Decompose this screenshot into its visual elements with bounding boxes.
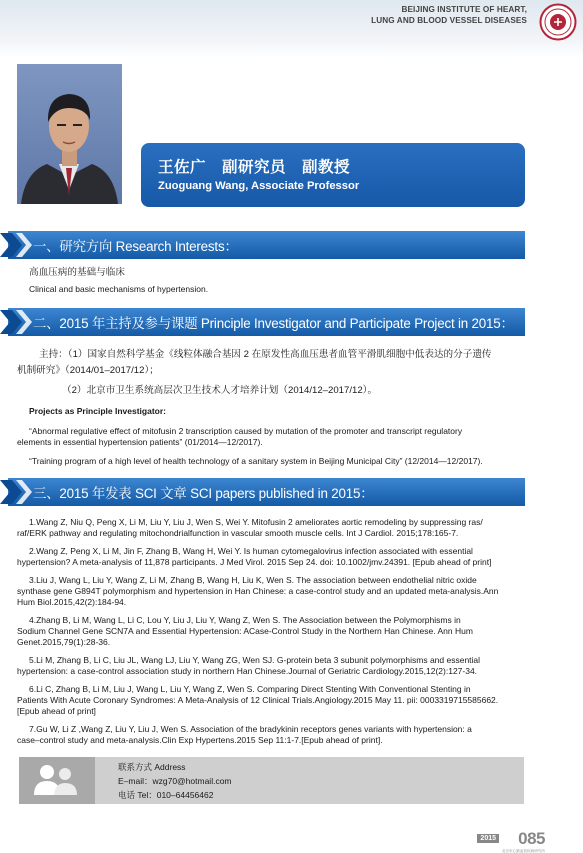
project-cn-1-line-2: 机制研究》（2014/01–2017/12）；: [17, 365, 159, 376]
section-title-projects: 二、2015 年主持及参与课题 Principle Investigator and Participate Project in 2015：: [33, 316, 514, 331]
pi-heading: Projects as Principle Investigator:: [29, 406, 166, 416]
institute-name: [371, 4, 527, 26]
institute-seal-icon: [539, 3, 577, 41]
paper-2-line-2: hypertension? A meta-analysis of 11,878 participants. J Med Virol. 2015 Sep 24. doi: 10.1002/jmv.24391. [Epub ahead of print]: [17, 557, 492, 567]
section-header-research: [0, 231, 525, 259]
paper-6-line-2: Patients With Acute Coronary Syndromes: A Meta-Analysis of 12 Clinical Trials.Angiology.2015 May 11. pii: 0003319715585662.: [17, 695, 499, 705]
pi-project-1-line-1: “Abnormal regulative effect of mitofusin 2 transcription caused by mutation of the promoter and transcript regulatory: [29, 426, 463, 436]
institute-line-2: LUNG AND BLOOD VESSEL DISEASES: [371, 16, 527, 25]
paper-4-line-2: Sodium Channel Gene SCN7A and Essential Hypertension: ACase-Control Study in the Northern Han Chinese. Ann Hum: [17, 626, 473, 636]
contact-label: 联系方式 Address: [118, 762, 186, 772]
paper-3-line-1: 3.Liu J, Wang L, Liu Y, Wang Z, Li M, Zhang B, Wang H, Liu K, Wen S. The association between endothelial nitric oxide: [29, 575, 477, 585]
paper-4-line-3: Genet.2015,79(1):28-36.: [17, 637, 111, 647]
people-icon-panel: [19, 757, 95, 804]
paper-1-line-2: raf/ERK pathway and regulating mitochondrialfunction in vascular smooth muscle cells. Int J Cardiol. 2015;178:165-7.: [17, 528, 459, 538]
footer-caption: 北京市心肺血管疾病研究所: [501, 849, 545, 853]
research-text-en: Clinical and basic mechanisms of hypertension.: [29, 284, 209, 294]
contact-email: E–mail：wzg70@hotmail.com: [118, 776, 232, 786]
contact-phone: 电话 Tel：010–64456462: [118, 790, 214, 800]
section-header-projects: [0, 308, 525, 336]
project-cn-1-line-1: 主持：（1）国家自然科学基金《线粒体融合基因 2 在原发性高血压患者血管平滑肌细胞中低表达的分子遗传: [39, 349, 492, 360]
paper-6-line-1: 6.Li C, Zhang B, Li M, Liu J, Wang L, Liu Y, Wang Z, Wen S. Comparing Direct Stenting With Conventional Stenting in: [29, 684, 471, 694]
paper-5-line-2: hypertension: a case-control association study in northern Han Chinese.Journal of Geriatric Cardiology.2015,12(2):127-34.: [17, 666, 478, 676]
paper-7-line-1: 7.Gu W, Li Z ,Wang Z, Liu Y, Liu J, Wen S. Association of the bradykinin receptors genes variants with hypertension: a: [29, 724, 472, 734]
portrait-photo: [17, 64, 122, 204]
section-title-papers: 三、2015 年发表 SCI 文章 SCI papers published in 2015：: [33, 486, 374, 501]
paper-3-line-2: synthase gene G894T polymorphism and hypertension in Han Chinese: a case-control study and an updated meta-analysis.Ann: [17, 586, 499, 596]
people-icon: [19, 757, 95, 804]
paper-2-line-1: 2.Wang Z, Peng X, Li M, Jin F, Zhang B, Wang H, Wei Y. Is human cytomegalovirus infection associated with essential: [29, 546, 473, 556]
paper-6-line-3: [Epub ahead of print]: [17, 706, 96, 716]
paper-3-line-3: Hum Biol.2015,42(2):184-94.: [17, 597, 127, 607]
pi-project-1-line-2: elements in essential hypertension patients” (01/2014—12/2017).: [17, 437, 263, 447]
paper-4-line-1: 4.Zhang B, Li M, Wang L, Li C, Lou Y, Liu J, Liu Y, Wang Z, Wen S. The Association between the Polymorphisms in: [29, 615, 461, 625]
name-panel: [141, 143, 525, 207]
paper-5-line-1: 5.Li M, Zhang B, Li C, Liu JL, Wang LJ, Liu Y, Wang ZG, Wen SJ. G-protein beta 3 subunit polymorphisms and essential: [29, 655, 481, 665]
paper-7-line-2: case–control study and meta-analysis.Clin Exp Hypertens.2015 Sep 11:1-7.[Epub ahead of print].: [17, 735, 383, 745]
page-number: 085: [518, 829, 545, 848]
contact-lines: [118, 760, 232, 802]
pi-project-2: “Training program of a high level of health technology of a sanitary system in Beijing Municipal City” (12/2014—12/2017).: [29, 456, 483, 466]
name-english: Zuoguang Wang, Associate Professor: [158, 180, 360, 192]
contact-box: [19, 757, 524, 804]
section-title-research: 一、研究方向 Research Interests：: [33, 239, 238, 254]
paper-1-line-1: 1.Wang Z, Niu Q, Peng X, Li M, Liu Y, Liu J, Wen S, Wei Y. Mitofusin 2 ameliorates aortic remodeling by suppressing ras/: [29, 517, 483, 527]
research-text-cn: 高血压病的基础与临床: [29, 267, 125, 278]
institute-line-1: BEIJING INSTITUTE OF HEART,: [401, 5, 527, 14]
footer-year: 2015: [477, 834, 499, 843]
project-cn-2: （2）北京市卫生系统高层次卫生技术人才培养计划（2014/12–2017/12）。: [62, 385, 378, 396]
section-header-papers: [0, 478, 525, 506]
name-chinese: 王佐广 副研究员 副教授: [158, 159, 351, 176]
